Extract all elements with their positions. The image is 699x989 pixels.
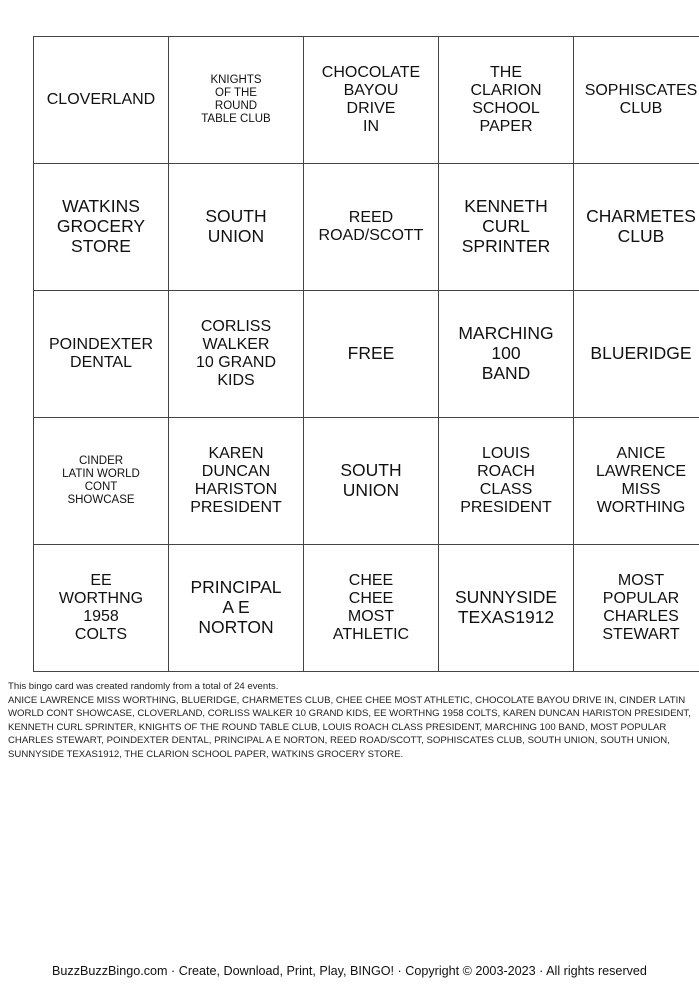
bingo-cell: KENNETH CURL SPRINTER	[439, 164, 574, 291]
bingo-cell: POINDEXTER DENTAL	[34, 291, 169, 418]
bingo-cell: SOPHISCATES CLUB	[574, 37, 699, 164]
bingo-cell: CHOCOLATE BAYOU DRIVE IN	[304, 37, 439, 164]
copyright-footer: BuzzBuzzBingo.com · Create, Download, Print, Play, BINGO! · Copyright © 2003-2023 · All rights reserved	[52, 964, 647, 978]
bingo-cell: REED ROAD/SCOTT	[304, 164, 439, 291]
card-summary: This bingo card was created randomly from a total of 24 events.	[8, 681, 279, 692]
bingo-cell: SOUTH UNION	[304, 418, 439, 545]
bingo-cell: CINDER LATIN WORLD CONT SHOWCASE	[34, 418, 169, 545]
bingo-cell: WATKINS GROCERY STORE	[34, 164, 169, 291]
bingo-cell: THE CLARION SCHOOL PAPER	[439, 37, 574, 164]
bingo-cell: LOUIS ROACH CLASS PRESIDENT	[439, 418, 574, 545]
bingo-cell: SUNNYSIDE TEXAS1912	[439, 545, 574, 672]
bingo-cell: MARCHING 100 BAND	[439, 291, 574, 418]
bingo-free-cell: FREE	[304, 291, 439, 418]
bingo-cell: CLOVERLAND	[34, 37, 169, 164]
bingo-row	[34, 545, 699, 672]
bingo-cell: KNIGHTS OF THE ROUND TABLE CLUB	[169, 37, 304, 164]
bingo-cell: MOST POPULAR CHARLES STEWART	[574, 545, 699, 672]
bingo-cell: CHARMETES CLUB	[574, 164, 699, 291]
bingo-cell: EE WORTHNG 1958 COLTS	[34, 545, 169, 672]
bingo-card-grid	[33, 36, 699, 672]
bingo-cell: PRINCIPAL A E NORTON	[169, 545, 304, 672]
bingo-cell: SOUTH UNION	[169, 164, 304, 291]
bingo-row	[34, 418, 699, 545]
bingo-cell: CHEE CHEE MOST ATHLETIC	[304, 545, 439, 672]
bingo-cell: CORLISS WALKER 10 GRAND KIDS	[169, 291, 304, 418]
bingo-row	[34, 37, 699, 164]
bingo-row	[34, 291, 699, 418]
bingo-row	[34, 164, 699, 291]
bingo-cell: ANICE LAWRENCE MISS WORTHING	[574, 418, 699, 545]
bingo-cell: KAREN DUNCAN HARISTON PRESIDENT	[169, 418, 304, 545]
bingo-cell: BLUERIDGE	[574, 291, 699, 418]
card-info	[8, 680, 693, 762]
event-list: ANICE LAWRENCE MISS WORTHING, BLUERIDGE, CHARMETES CLUB, CHEE CHEE MOST ATHLETIC, CHOCOLATE BAYOU DRIVE IN, CINDER LATIN WORLD CONT SHOWCASE, CLOVERLAND, CORLISS WALKER 10 GRAND KIDS, EE WORTHNG 1958 COLTS, KAREN DUNCAN HARISTON PRESIDENT, KENNETH CURL SPRINTER, KNIGHTS OF THE ROUND TABLE CLUB, LOUIS ROACH CLASS PRESIDENT, MARCHING 100 BAND, MOST POPULAR CHARLES STEWART, POINDEXTER DENTAL, PRINCIPAL A E NORTON, REED ROAD/SCOTT, SOPHISCATES CLUB, SOUTH UNION, SOUTH UNION, SUNNYSIDE TEXAS1912, THE CLARION SCHOOL PAPER, WATKINS GROCERY STORE.	[8, 694, 691, 760]
